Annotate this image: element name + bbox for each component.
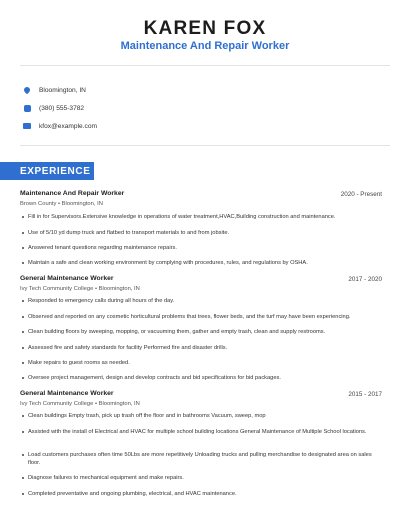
phone-text: (380) 555-3782 — [39, 104, 85, 112]
job-bullet: Clean buildings Empty trash, pick up trash off the floor and in bathrooms Vacuum, sweep, mop — [28, 412, 378, 420]
email-text: kfox@example.com — [39, 122, 97, 130]
job-bullet: Assisted with the install of Electrical and HVAC for multiple school building locations General Maintenance of Multiple School locations. — [28, 428, 378, 436]
job-dates: 2020 - Present — [340, 191, 382, 198]
mail-icon — [22, 121, 32, 131]
job-bullet: Maintain a safe and clean working environment by complying with procedures, rules, and regulations by OSHA. — [28, 259, 378, 267]
job-bullet: Completed preventative and ongoing plumbing, electrical, and HVAC maintenance. — [28, 490, 378, 498]
job-bullet: Observed and reported on any cosmetic horticultural problems that trees, flower beds, and the turf may have been experiencing. — [28, 313, 378, 321]
candidate-title: Maintenance And Repair Worker — [120, 40, 290, 52]
job-organization: Ivy Tech Community College • Bloomington, IN — [20, 286, 140, 292]
job-bullet: Make repairs to guest rooms as needed. — [28, 359, 378, 367]
job-bullet: Answered tenant questions regarding maintenance repairs. — [28, 244, 378, 252]
candidate-name: KAREN FOX — [143, 18, 267, 39]
job-organization: Brown County • Bloomington, IN — [20, 201, 103, 207]
job-dates: 2017 - 2020 — [348, 276, 382, 283]
job-bullet: Responded to emergency calls during all hours of the day. — [28, 297, 378, 305]
location-pin-icon — [22, 85, 32, 95]
phone-icon — [22, 103, 32, 113]
contact-location — [22, 85, 86, 95]
job-bullet: Use of 5/10 yd dump truck and flatbed to transport materials to and from jobsite. — [28, 229, 378, 237]
job-bullet: Clean building floors by sweeping, mopping, or vacuuming them, gather and empty trash, clean and supply restrooms. — [28, 328, 378, 336]
job-title: General Maintenance Worker — [20, 390, 114, 397]
location-text: Bloomington, IN — [39, 86, 86, 94]
job-title: Maintenance And Repair Worker — [20, 190, 125, 197]
job-bullet: Assessed fire and safety standards for facility Performed fire and disaster drills. — [28, 344, 378, 352]
job-dates: 2015 - 2017 — [348, 391, 382, 398]
job-title: General Maintenance Worker — [20, 275, 114, 282]
experience-heading: EXPERIENCE — [0, 162, 94, 180]
header-divider — [20, 65, 390, 66]
job-bullet: Diagnose failures to mechanical equipment and make repairs. — [28, 474, 378, 482]
job-bullet: Oversee project management, design and develop contracts and bid specifications for bid packages. — [28, 374, 378, 382]
job-bullet: Fill in for Supervisors.Extensive knowledge in operations of water treatment,HVAC,Building construction and maintenance. — [28, 213, 378, 221]
job-bullet: Load customers purchases often time 50Lbs are more repetitively Unloading trucks and pulling merchandise to designated area on sales floor. — [28, 451, 378, 467]
contact-email — [22, 121, 97, 131]
contact-divider — [20, 145, 390, 146]
job-organization: Ivy Tech Community College • Bloomington, IN — [20, 401, 140, 407]
contact-phone — [22, 103, 84, 113]
